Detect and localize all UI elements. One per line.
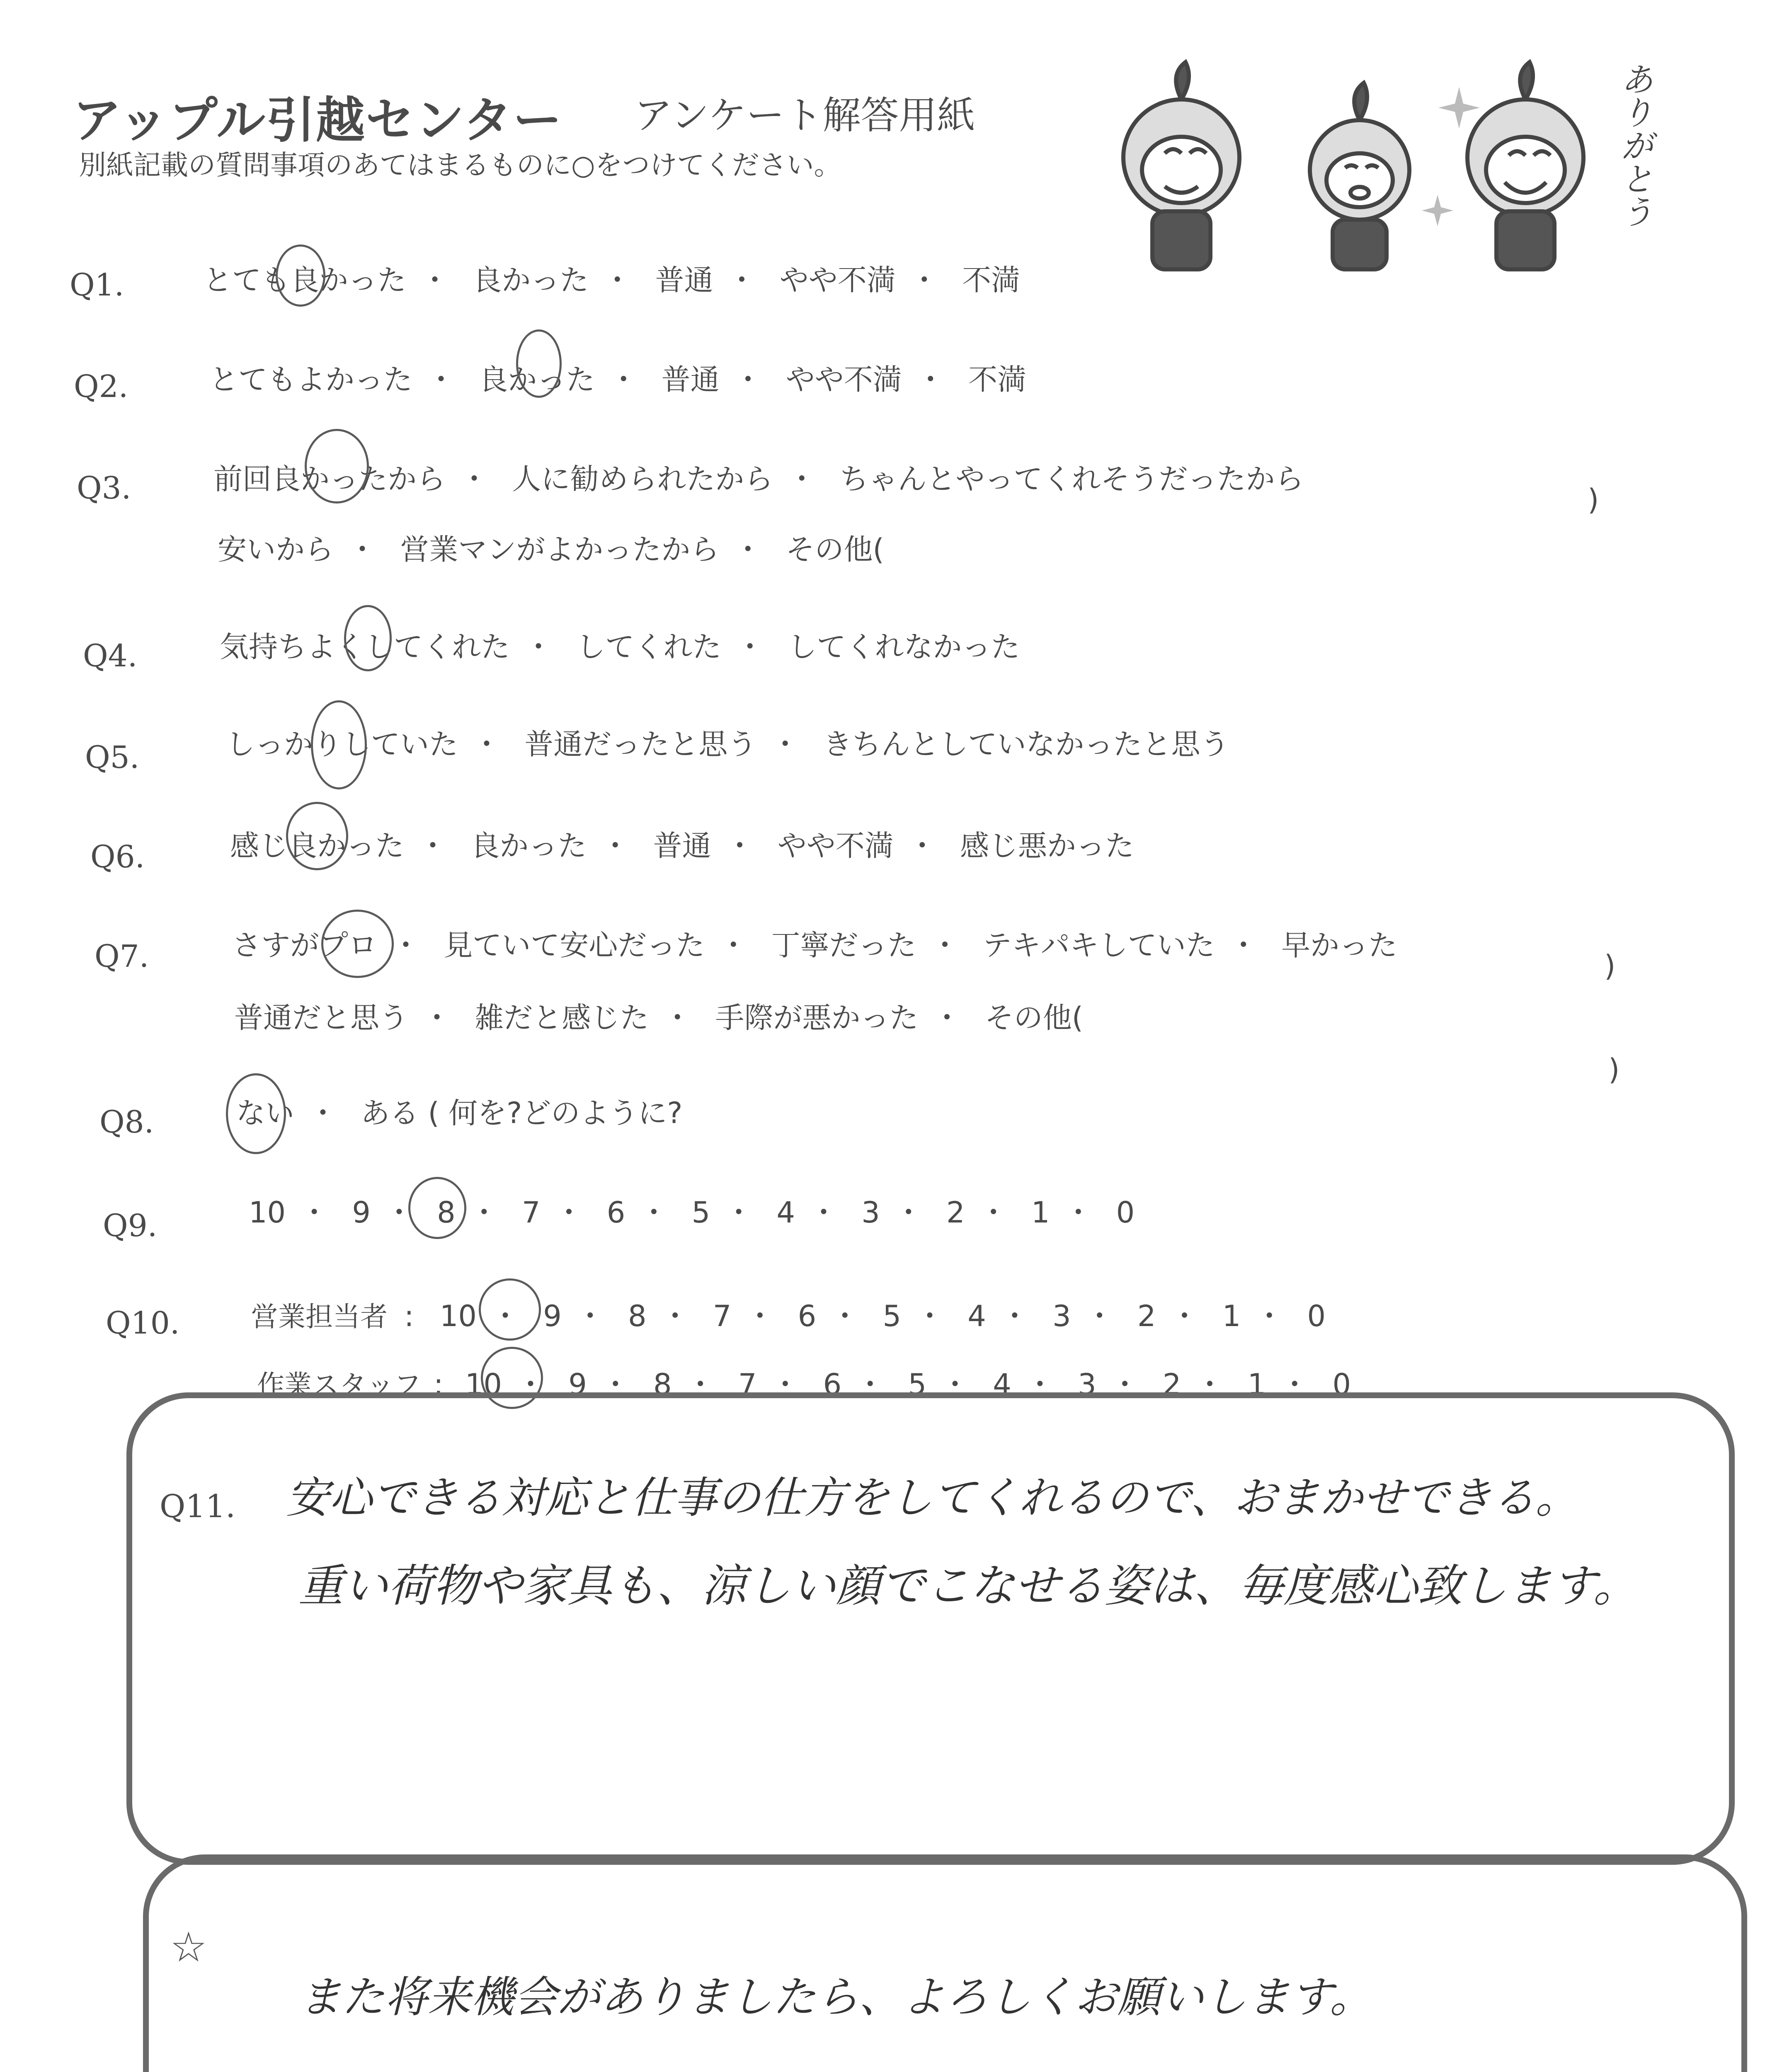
q8-close-paren: )	[1608, 1053, 1620, 1087]
q3-option[interactable]: 営業マンがよかったから	[400, 533, 720, 566]
q10-sales-option[interactable]: 8	[628, 1299, 647, 1333]
q2-option[interactable]: 良かった	[479, 363, 595, 397]
q3-label: Q3.	[77, 470, 131, 506]
q9-option[interactable]: 2	[946, 1196, 965, 1230]
q10-sales-option[interactable]: 4	[967, 1299, 986, 1333]
q8-label: Q8.	[99, 1104, 154, 1140]
q2-option[interactable]: 不満	[968, 363, 1027, 397]
q10-sales-option[interactable]: 5	[883, 1299, 901, 1333]
q2-option[interactable]: 普通	[661, 363, 720, 397]
mascot-monkeys-illustration	[1103, 50, 1675, 282]
q10-staff-option[interactable]: 5	[908, 1368, 926, 1402]
q7-option[interactable]: 手際が悪かった	[715, 1001, 919, 1035]
q8-option[interactable]: ある ( 何を?どのように?	[361, 1096, 683, 1130]
q7-option[interactable]: テキパキしていた	[982, 928, 1215, 962]
form-subtitle: アンケート解答用紙	[634, 93, 975, 138]
q10-sales-option[interactable]: 7	[713, 1299, 732, 1333]
q3-option[interactable]: 安いから	[218, 533, 334, 566]
q9-option[interactable]: 9	[352, 1196, 371, 1230]
q4-selection-circle	[344, 605, 392, 671]
q2-options: とてもよかった ・ 良かった ・ 普通 ・ やや不満 ・ 不満	[209, 356, 1026, 398]
form-title: アップル引越センター	[73, 92, 563, 149]
q10-staff-option[interactable]: 3	[1078, 1368, 1096, 1402]
q2-label: Q2.	[74, 369, 128, 404]
q5-options: しっかりしていた ・ 普通だったと思う ・ きちんとしていなかったと思う	[226, 721, 1229, 763]
q9-option[interactable]: 5	[691, 1196, 710, 1230]
q10-sales-option[interactable]: 10	[439, 1299, 477, 1333]
q10-staff-option[interactable]: 8	[653, 1368, 672, 1402]
q7-option[interactable]: 丁寧だった	[771, 928, 916, 962]
q4-options: 気持ちよくしてくれた ・ してくれた ・ してくれなかった	[220, 624, 1020, 666]
q2-option[interactable]: とてもよかった	[209, 363, 412, 397]
q10-staff-option[interactable]: 4	[993, 1368, 1011, 1402]
q1-label: Q1.	[70, 267, 124, 303]
q10-sales-option[interactable]: 3	[1052, 1299, 1071, 1333]
q3-options-row2: 安いから ・ 営業マンがよかったから ・ その他(	[218, 526, 884, 568]
q6-selection-circle	[286, 802, 348, 870]
q9-option[interactable]: 1	[1031, 1196, 1050, 1230]
q10-sales-option[interactable]: 2	[1137, 1299, 1156, 1333]
q3-selection-circle	[305, 429, 369, 503]
q10-staff-option[interactable]: 7	[738, 1368, 757, 1402]
q9-option[interactable]: 4	[776, 1196, 795, 1230]
q9-option[interactable]: 8	[437, 1196, 456, 1230]
q7-option[interactable]: 雑だと感じた	[475, 1001, 649, 1035]
q11-label: Q11.	[160, 1488, 236, 1525]
q2-selection-circle	[516, 329, 562, 398]
q5-label: Q5.	[85, 740, 140, 775]
q10-staff-row: 作業スタッフ : 10 ・ 9 ・ 8 ・ 7 ・ 6 ・ 5 ・ 4 ・ 3 ・ 2 ・ 1 ・ 0	[257, 1361, 1351, 1403]
q6-option[interactable]: 感じ悪かった	[960, 829, 1135, 863]
q7-selection-circle	[321, 910, 394, 978]
q7-options-row2: 普通だと思う ・ 雑だと感じた ・ 手際が悪かった ・ その他(	[234, 995, 1083, 1036]
q1-option[interactable]: 不満	[962, 263, 1021, 297]
q6-option[interactable]: 良かった	[470, 829, 587, 863]
q5-option[interactable]: きちんとしていなかったと思う	[823, 727, 1229, 761]
q11-comment-line2: 重い荷物や家具も、涼しい顔でこなせる姿は、毎度感心致します。	[298, 1560, 1638, 1612]
q8-options: ない ・ ある ( 何を?どのように?	[236, 1090, 682, 1132]
q3-close-paren: )	[1588, 483, 1599, 517]
q7-option[interactable]: さすがプロ	[232, 928, 377, 962]
q9-selection-circle	[408, 1177, 466, 1239]
q11-comment-line1: 安心できる対応と仕事の仕方をしてくれるので、おまかせできる。	[286, 1472, 1578, 1523]
q9-option[interactable]: 0	[1116, 1196, 1135, 1230]
q5-option[interactable]: 普通だったと思う	[524, 727, 757, 761]
q10-staff-option[interactable]: 2	[1162, 1368, 1181, 1402]
q10-sales-option[interactable]: 0	[1307, 1299, 1326, 1333]
q10-sales-option[interactable]: 1	[1222, 1299, 1241, 1333]
q3-option[interactable]: ちゃんとやってくれそうだったから	[839, 462, 1304, 496]
q6-label: Q6.	[90, 839, 145, 875]
q3-option[interactable]: その他(	[786, 533, 884, 566]
q9-option[interactable]: 6	[606, 1196, 626, 1230]
q9-option[interactable]: 3	[861, 1196, 880, 1230]
q7-option[interactable]: 見ていて安心だった	[444, 928, 705, 962]
q7-label: Q7.	[95, 939, 149, 974]
q10-staff-option[interactable]: 0	[1332, 1368, 1351, 1402]
q9-option[interactable]: 10	[249, 1196, 286, 1230]
q1-selection-circle	[276, 244, 325, 307]
q10-sales-row: 営業担当者 : 10 ・ 9 ・ 8 ・ 7 ・ 6 ・ 5 ・ 4 ・ 3 ・ 2 ・ 1 ・ 0	[251, 1293, 1326, 1335]
q8-selection-circle	[226, 1073, 286, 1154]
q5-selection-circle	[311, 700, 367, 789]
q1-option[interactable]: やや不満	[779, 263, 896, 297]
q6-option[interactable]: 感じ良かった	[230, 829, 404, 863]
q3-option[interactable]: 前回良かったから	[213, 462, 446, 496]
q10-staff-option[interactable]: 9	[568, 1368, 587, 1402]
q8-option[interactable]: ない	[236, 1096, 294, 1130]
q10-label: Q10.	[106, 1305, 180, 1341]
q1-option[interactable]: 良かった	[473, 263, 589, 297]
q6-options: 感じ良かった ・ 良かった ・ 普通 ・ やや不満 ・ 感じ悪かった	[230, 823, 1134, 864]
q9-option[interactable]: 7	[521, 1196, 541, 1230]
q7-option[interactable]: 普通だと思う	[234, 1001, 408, 1035]
mascot-thanks-text: ありがとう	[1615, 62, 1654, 228]
q7-close-paren: )	[1604, 949, 1616, 983]
q4-label: Q4.	[83, 638, 138, 674]
q7-option[interactable]: 早かった	[1281, 928, 1398, 962]
instruction-text: 別紙記載の質問事項のあてはまるものに○をつけてください。	[79, 149, 841, 181]
q9-label: Q9.	[103, 1208, 158, 1244]
q3-options-row1: 前回良かったから ・ 人に勧められたから ・ ちゃんとやってくれそうだったから	[213, 456, 1304, 498]
q10-staff-option[interactable]: 10	[465, 1368, 502, 1402]
star-icon: ☆	[170, 1923, 207, 1971]
q10-sales-selection-circle	[479, 1278, 541, 1341]
q7-option[interactable]: その他(	[984, 1001, 1084, 1035]
q6-option[interactable]: やや不満	[777, 829, 894, 863]
q1-options: とても良かった ・ 良かった ・ 普通 ・ やや不満 ・ 不満	[203, 257, 1020, 299]
q2-option[interactable]: やや不満	[786, 363, 902, 397]
q7-options-row1: さすがプロ ・ 見ていて安心だった ・ 丁寧だった ・ テキパキしていた ・ 早かった	[232, 922, 1397, 964]
q10-staff-option[interactable]: 1	[1247, 1368, 1266, 1402]
q10-staff-label: 作業スタッフ	[257, 1369, 421, 1401]
q5-option[interactable]: しっかりしていた	[226, 727, 458, 761]
q10-sales-label: 営業担当者	[251, 1301, 388, 1333]
q3-option[interactable]: 人に勧められたから	[512, 462, 773, 496]
q6-option[interactable]: 普通	[653, 829, 711, 863]
q4-option[interactable]: してくれなかった	[788, 630, 1020, 664]
q4-option[interactable]: 気持ちよくしてくれた	[220, 630, 510, 664]
q4-option[interactable]: してくれた	[576, 630, 722, 664]
q9-options: 10 ・ 9 ・ 8 ・ 7 ・ 6 ・ 5 ・ 4 ・ 3 ・ 2 ・ 1 ・ 0	[249, 1196, 1135, 1230]
q1-option[interactable]: 普通	[655, 263, 713, 297]
q10-sales-option[interactable]: 9	[543, 1299, 562, 1333]
q10-staff-option[interactable]: 6	[823, 1368, 842, 1402]
q10-sales-option[interactable]: 6	[798, 1299, 817, 1333]
q1-option[interactable]: とても良かった	[203, 263, 406, 297]
star-comment-text: また将来機会がありましたら、よろしくお願いします。	[298, 1972, 1373, 2022]
